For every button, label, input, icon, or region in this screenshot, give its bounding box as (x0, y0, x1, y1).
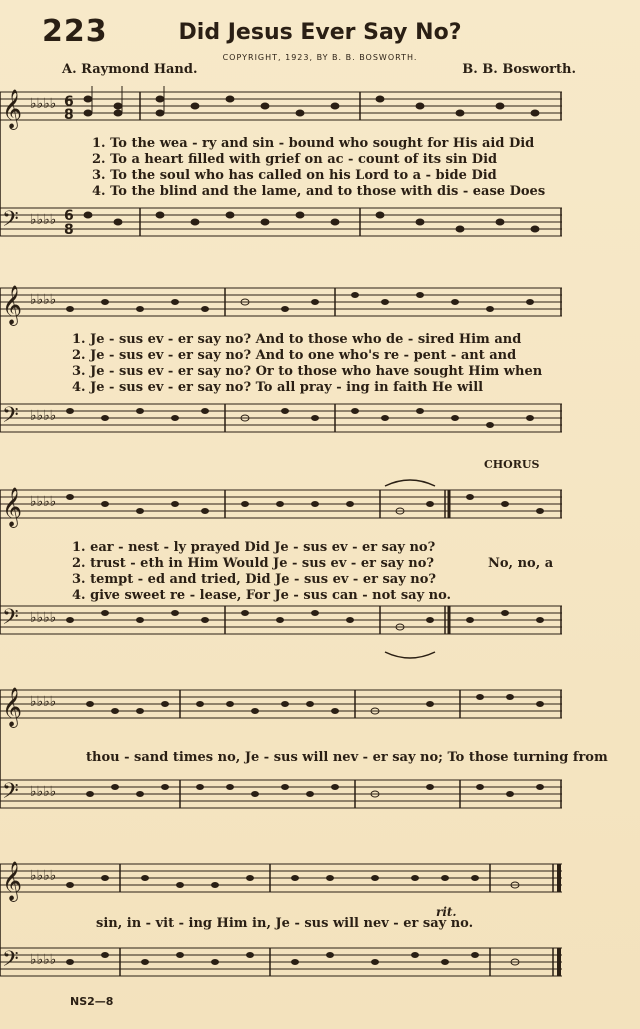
verse-line-3-1: 1. ear - nest - ly prayed Did Je - sus ev - er say no? (72, 540, 436, 555)
svg-text:8: 8 (64, 222, 74, 238)
chorus-label: CHORUS (484, 458, 540, 471)
verse-line-2-2: 2. Je - sus ev - er say no? And to one who's re - pent - ant and (72, 348, 517, 363)
verse-line-2-3: 3. Je - sus ev - er say no? Or to those who have sought Him when (72, 364, 543, 379)
svg-text:♭♭♭♭: ♭♭♭♭ (30, 610, 57, 626)
svg-text:♭♭♭♭: ♭♭♭♭ (30, 868, 57, 884)
chorus-line-2: sin, in - vit - ing Him in, Je - sus will nev - er say no. (96, 916, 474, 931)
key-signature: ♭♭♭♭ (30, 96, 57, 112)
svg-text:6: 6 (64, 208, 74, 224)
verse-line-1-1: 1. To the wea - ry and sin - bound who sought for His aid Did (92, 136, 535, 151)
svg-text:𝄞: 𝄞 (2, 861, 23, 901)
svg-text:𝄞: 𝄞 (2, 285, 23, 325)
footer-code: NS2—8 (70, 995, 114, 1008)
hymn-number: 223 (42, 14, 108, 49)
svg-text:𝄞: 𝄞 (2, 687, 23, 727)
bass-staff (0, 208, 562, 236)
svg-text:𝄢: 𝄢 (2, 779, 19, 809)
treble-staff (0, 92, 562, 120)
composer: B. B. Bosworth. (462, 62, 576, 77)
copyright-line: COPYRIGHT, 1923, BY B. B. BOSWORTH. (222, 53, 418, 62)
verse-line-2-1: 1. Je - sus ev - er say no? And to those who de - sired Him and (72, 332, 522, 347)
svg-text:♭♭♭♭: ♭♭♭♭ (30, 784, 57, 800)
verse-line-1-3: 3. To the soul who has called on his Lord to a - bide Did (92, 168, 497, 183)
verse-line-3-2: 2. trust - eth in Him Would Je - sus ev - er say no? (72, 556, 435, 571)
time-signature: 6 (64, 94, 74, 110)
svg-text:♭♭♭♭: ♭♭♭♭ (30, 494, 57, 510)
notes-treble (84, 86, 539, 116)
chorus-line-1: thou - sand times no, Je - sus will nev - er say no; To those turning from (86, 750, 608, 765)
verse-line-1-4: 4. To the blind and the lame, and to those with dis - ease Does (92, 184, 546, 199)
hymn-title: Did Jesus Ever Say No? (178, 20, 462, 45)
svg-text:𝄢: 𝄢 (2, 947, 19, 977)
svg-text:♭♭♭♭: ♭♭♭♭ (30, 952, 57, 968)
chorus-side-lyric: No, no, a (488, 556, 554, 571)
bass-clef-icon: 𝄢 (2, 207, 19, 237)
svg-text:𝄢: 𝄢 (2, 605, 19, 635)
svg-text:𝄞: 𝄞 (2, 487, 23, 527)
verse-line-2-4: 4. Je - sus ev - er say no? To all pray - ing in faith He will (72, 380, 484, 395)
verse-line-3-4: 4. give sweet re - lease, For Je - sus can - not say no. (72, 588, 452, 603)
svg-text:♭♭♭♭: ♭♭♭♭ (30, 212, 57, 228)
treble-clef-icon: 𝄞 (2, 89, 23, 129)
svg-text:♭♭♭♭: ♭♭♭♭ (30, 408, 57, 424)
svg-text:𝄢: 𝄢 (2, 403, 19, 433)
lyricist: A. Raymond Hand. (62, 62, 198, 77)
verse-line-1-2: 2. To a heart filled with grief on ac - count of its sin Did (92, 152, 498, 167)
svg-text:♭♭♭♭: ♭♭♭♭ (30, 292, 57, 308)
ritardando-marking: rit. (436, 905, 457, 919)
verse-line-3-3: 3. tempt - ed and tried, Did Je - sus ev - er say no? (72, 572, 437, 587)
svg-text:8: 8 (64, 107, 74, 123)
svg-text:♭♭♭♭: ♭♭♭♭ (30, 694, 57, 710)
fermata-icon (385, 480, 435, 486)
